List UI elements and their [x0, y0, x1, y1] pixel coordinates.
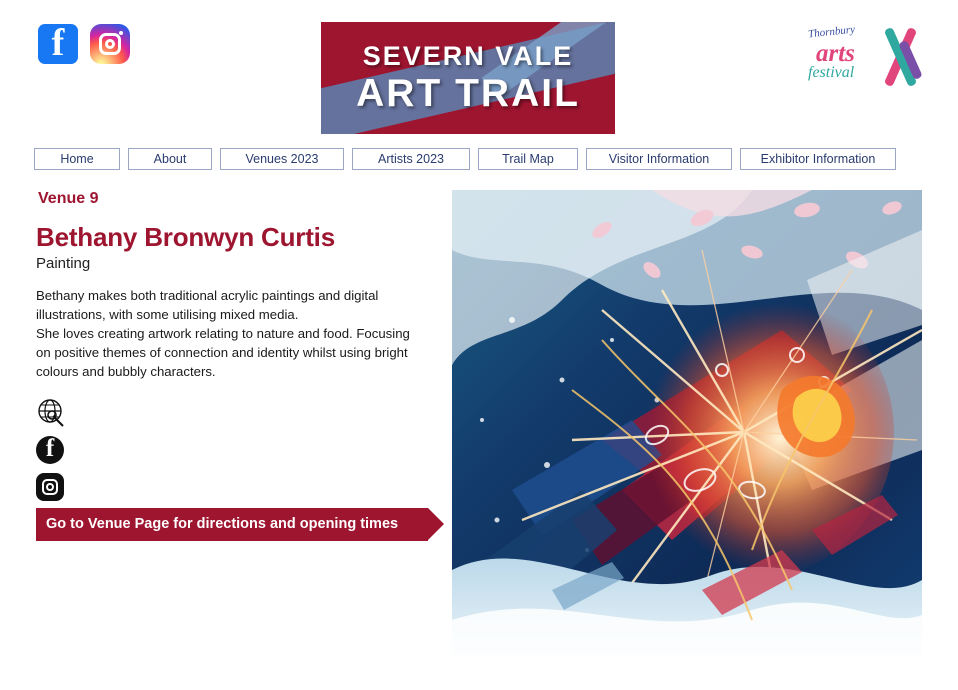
venue-number-label: Venue 9: [38, 190, 99, 207]
nav-item-trail-map[interactable]: Trail Map: [478, 148, 578, 170]
artist-bio-line-4: on positive themes of connection and identity whilst using bright: [36, 345, 408, 360]
nav-item-artists-2023[interactable]: Artists 2023: [352, 148, 470, 170]
artist-bio-line-3: She loves creating artwork relating to nature and food. Focusing: [36, 326, 410, 341]
go-to-venue-page-button[interactable]: Go to Venue Page for directions and opening times: [36, 508, 428, 541]
artist-biography: [36, 286, 436, 381]
festival-logo-thornbury: Thornbury: [807, 23, 856, 41]
artist-social-links: [36, 397, 436, 501]
festival-logo-festival: festival: [808, 64, 855, 81]
instagram-icon-dot: [119, 31, 123, 35]
nav-item-venues-2023[interactable]: Venues 2023: [220, 148, 344, 170]
banner-title: [321, 40, 615, 116]
festival-logo-arts: arts: [816, 40, 855, 67]
artist-details-column: [36, 190, 436, 532]
facebook-icon[interactable]: [36, 436, 64, 464]
banner-title-line1: SEVERN VALE: [362, 41, 574, 71]
artist-bio-line-1: Bethany makes both traditional acrylic paintings and digital: [36, 288, 379, 303]
instagram-icon[interactable]: [90, 24, 130, 64]
banner-title-line2: ART TRAIL: [356, 72, 580, 115]
nav-item-home[interactable]: Home: [34, 148, 120, 170]
artist-bio-line-5: colours and bubbly characters.: [36, 364, 216, 379]
site-logo-banner[interactable]: [321, 22, 615, 134]
website-globe-icon[interactable]: [36, 397, 66, 427]
nav-item-exhibitor-information[interactable]: Exhibitor Information: [740, 148, 896, 170]
site-header: [0, 0, 958, 140]
nav-item-about[interactable]: About: [128, 148, 212, 170]
thornbury-arts-festival-logo[interactable]: [802, 23, 922, 88]
facebook-icon[interactable]: [38, 24, 78, 64]
artist-medium-label: Painting: [36, 255, 91, 272]
instagram-icon[interactable]: [36, 473, 64, 501]
main-navigation: [0, 148, 958, 172]
festival-logo-x-mark: [880, 30, 922, 86]
nav-item-visitor-information[interactable]: Visitor Information: [586, 148, 732, 170]
page-title: Bethany Bronwyn Curtis: [36, 222, 335, 252]
header-social-links: [38, 24, 130, 64]
artist-bio-line-2: illustrations, with some utilising mixed media.: [36, 307, 299, 322]
artwork-image: [452, 190, 922, 655]
